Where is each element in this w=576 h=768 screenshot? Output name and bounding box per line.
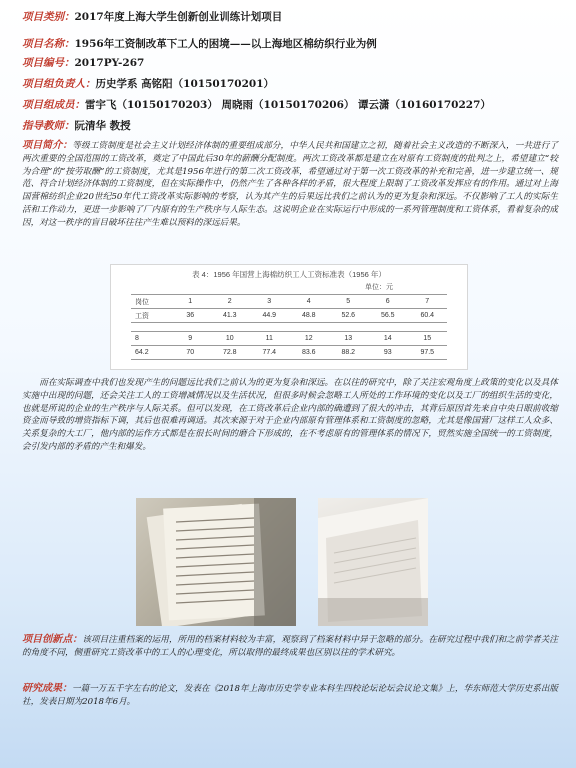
table-cell: 60.4 [408, 309, 448, 323]
project-type-value: 2017年度上海大学生创新创业训练计划项目 [74, 11, 283, 23]
project-members-line [22, 98, 562, 112]
wage-table-bottom [131, 331, 447, 360]
table-cell: 64.2 [131, 346, 171, 360]
table-cell: 5 [329, 295, 369, 309]
project-type-line [22, 10, 562, 24]
table-cell: 44.9 [250, 309, 290, 323]
findings-text: 而在实际调查中我们也发现产生的问题远比我们之前认为的更为复杂和深远。在以往的研究中，除了关注宏观角度上政策的变化以及具体实施中出现的问题，还会关注工人的工资增减情况以及生活状况，但很多时候会忽略工人所处的工作环境的变化以及工厂的组织生活的变化，也就是所说的企业的生产秩序与人际关系。但可以发现，在工资改革后企业内部的确遭到了很大的冲击，其背后原因首先来自中央日眼前收缩资金而导致的增资指标下调，其后也很难再调适。其次来源于对于企业内部原有管理体系和工资制度的忽略，尤其是像国营厂这样工人众多、关系复杂的大工厂，他内部的运作方式都是在很长时间的磨合下形成的，在不考虑原有的管理体系的情况下，贸然实施全国统一的工资制度，会引发内部的矛盾的产生和爆发。 [22, 378, 558, 452]
project-leader-label: 项目组负责人： [22, 78, 96, 90]
project-name-label: 项目名称： [22, 38, 75, 50]
table-cell: 8 [131, 332, 171, 346]
results-section [22, 683, 558, 709]
innovation-text: 该项目注重档案的运用，所用的档案材料较为丰富，观察到了档案材料中异于忽略的部分。在研究过程中我们和之前学者关注的角度不同，侧重研究工资改革中的工人的心理变化，所以取得的最终成果也区别以往的学术研究。 [22, 635, 558, 658]
table-cell: 10 [210, 332, 250, 346]
wage-table-card [110, 264, 468, 370]
project-code-label: 项目编号： [22, 57, 75, 69]
project-code-value: 2017PY-267 [74, 57, 145, 69]
table-row [131, 332, 447, 346]
project-intro [22, 140, 558, 230]
table-cell: 56.5 [368, 309, 408, 323]
table-cell: 12 [289, 332, 329, 346]
table-cell: 93 [368, 346, 408, 360]
table-cell: 15 [408, 332, 448, 346]
table-cell: 1 [171, 295, 211, 309]
table-row [131, 295, 447, 309]
table-cell: 工资 [131, 309, 171, 323]
table-cell: 9 [171, 332, 211, 346]
project-members-label: 项目组成员： [22, 99, 85, 111]
intro-label: 项目简介： [22, 140, 73, 151]
archive-photo-folder [318, 498, 428, 626]
project-code-line [22, 56, 562, 70]
table-cell: 11 [250, 332, 290, 346]
intro-text: 等级工资制度是社会主义计划经济体制的重要组成部分，中华人民共和国建立之初，随着社会主义改造的不断深入，一共进行了两次重要的全国范围的工资改革，奠定了中国此后30年的薪酬分配制度。两次工资改革都是建立在对原有工资制度的批判之上，希望建立“较为合理”的“按劳取酬”的工资制度，尤其是1956年进行的第二次工资改革，希望通过对于第一次工资改革的补充和完善，进一步建立统一、规范、符合计划经济体制的工资制度，但在实际操作中，仍然产生了各种各样的矛盾，很大程度上限制了工资改革发挥应有的作用。通过对上海国营棉纺织企业20世纪50年代工资改革实际影响的考察，认为其产生的后果远比我们之前认为的更为复杂和深远。不仅影响了工人的实际生活和工作动力，更进一步影响了厂内原有的生产秩序与人际生态。这说明企业在实际运行中形成的一系列管理制度和工资体系，看着复杂的成因，对这一秩序的盲目破坏往往产生难以预料的深远后果。 [22, 141, 558, 228]
table-cell: 6 [368, 295, 408, 309]
table-cell: 52.6 [329, 309, 369, 323]
table-cell: 2 [210, 295, 250, 309]
table-cell: 36 [171, 309, 211, 323]
table-cell: 77.4 [250, 346, 290, 360]
table-cell: 70 [171, 346, 211, 360]
project-leader-value: 历史学系 高铭阳（10150170201） [95, 78, 275, 90]
advisor-label: 指导教师： [22, 120, 75, 132]
project-type-label: 项目类别： [22, 11, 75, 23]
findings-paragraph [22, 377, 558, 454]
table-cell: 4 [289, 295, 329, 309]
table-row [131, 309, 447, 323]
table-cell: 97.5 [408, 346, 448, 360]
table-row [131, 346, 447, 360]
project-members-value: 雷宇飞（10150170203） 周晓雨（10150170206） 谭云潇（10160170227） [85, 99, 491, 111]
wage-table-top [131, 294, 447, 323]
archive-photo-documents [136, 498, 296, 626]
table-cell: 83.6 [289, 346, 329, 360]
advisor-value: 阮清华 教授 [74, 120, 131, 132]
table-cell: 72.8 [210, 346, 250, 360]
advisor-line [22, 119, 562, 133]
innovation-section [22, 634, 558, 660]
table-cell: 41.3 [210, 309, 250, 323]
results-label: 研究成果： [22, 683, 73, 694]
innovation-label: 项目创新点： [22, 634, 83, 645]
table-cell: 13 [329, 332, 369, 346]
wage-table-unit: 单位：元 [365, 284, 393, 291]
project-name-value: 1956年工资制改革下工人的困境——以上海地区棉纺织行业为例 [74, 38, 377, 50]
table-cell: 7 [408, 295, 448, 309]
table-cell: 岗位 [131, 295, 171, 309]
table-cell: 3 [250, 295, 290, 309]
wage-table-caption: 表 4：1956 年国营上海棉纺织工人工资标准表（1956 年） [192, 270, 386, 279]
table-cell: 48.8 [289, 309, 329, 323]
results-text: 一篇一万五千字左右的论文，发表在《2018年上海市历史学专业本科生四校论坛论坛会议论文集》上，华东师范大学历史系出版社，发表日期为2018年6月。 [22, 684, 559, 707]
table-cell: 88.2 [329, 346, 369, 360]
table-cell: 14 [368, 332, 408, 346]
project-name-line [22, 37, 562, 51]
project-leader-line [22, 77, 562, 91]
